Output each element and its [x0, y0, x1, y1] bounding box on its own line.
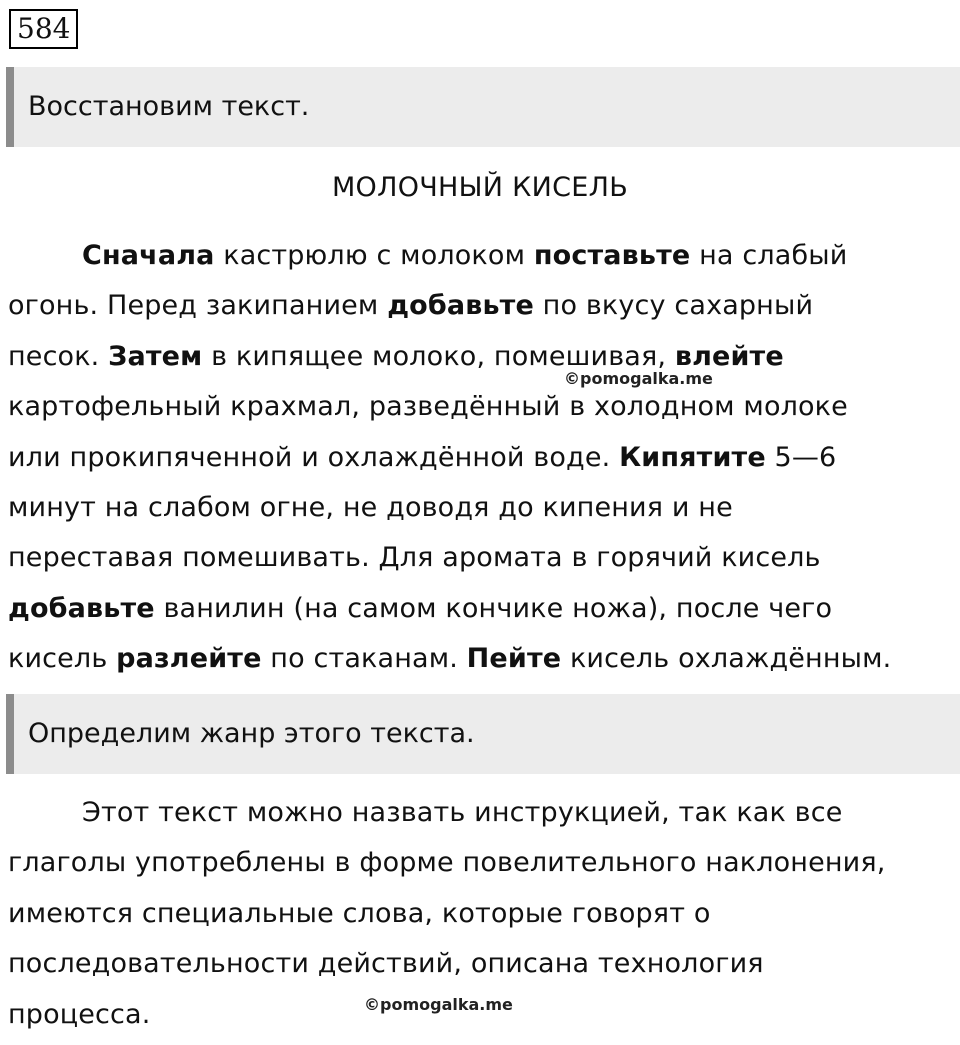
text-line: песок. Затем в кипящее молоко, помешивая, влейте [8, 340, 784, 372]
answer-line: последовательности действий, описана технология [8, 948, 764, 980]
text-line: картофельный крахмал, разведённый в холодном молоке [8, 391, 848, 423]
text-title: МОЛОЧНЫЙ КИСЕЛЬ [331, 172, 629, 203]
watermark: ©pomogalka.me [364, 995, 513, 1014]
section-heading-genre: Определим жанр этого текста. [6, 694, 960, 774]
text-line: Сначала кастрюлю с молоком поставьте на слабый [82, 240, 848, 271]
answer-line: процесса. [8, 998, 151, 1030]
recipe-text [8, 231, 943, 685]
answer-line: Этот текст можно назвать инструкцией, так как все [82, 797, 843, 828]
text-line: минут на слабом огне, не доводя до кипения и не [8, 492, 733, 524]
section-heading-restore: Восстановим текст. [6, 67, 960, 147]
answer-line: глаголы употреблены в форме повелительного наклонения, [8, 847, 886, 879]
text-line: или прокипяченной и охлаждённой воде. Кипятите 5—6 [8, 441, 837, 473]
task-number: 584 [9, 9, 78, 49]
text-line: добавьте ванилин (на самом кончике ножа), после чего [8, 592, 833, 624]
answer-line: имеются специальные слова, которые говорят о [8, 897, 711, 929]
text-line: кисель разлейте по стаканам. Пейте кисель охлаждённым. [8, 643, 892, 675]
text-line: огонь. Перед закипанием добавьте по вкусу сахарный [8, 290, 814, 322]
watermark: ©pomogalka.me [564, 369, 713, 388]
text-line: переставая помешивать. Для аромата в горячий кисель [8, 542, 821, 574]
